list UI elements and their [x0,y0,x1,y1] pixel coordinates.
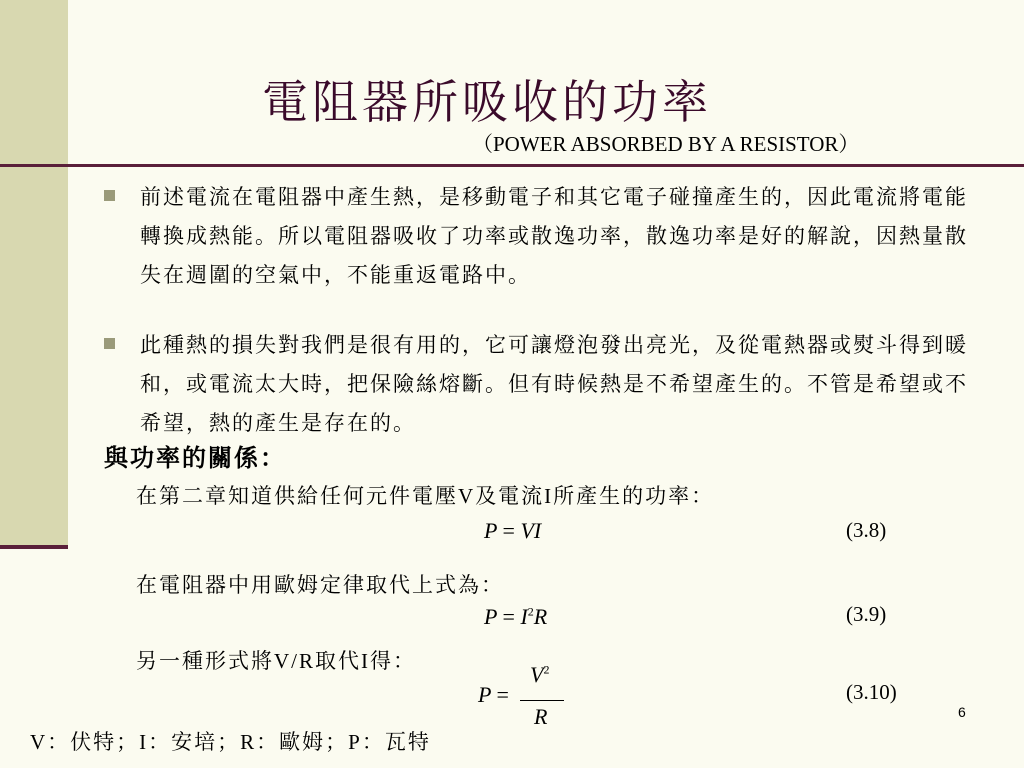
explanation-line: 在第二章知道供給任何元件電壓V及電流I所產生的功率： [136,484,715,508]
square-bullet-icon [104,338,115,349]
explanation-line: 另一種形式將V/R取代I得： [136,649,416,673]
fraction-bar [520,700,564,701]
equation-3-8 [484,518,541,544]
fraction [520,662,564,734]
square-bullet-icon [104,190,115,201]
eq-lhs: P [484,518,498,543]
units-legend: V：伏特；I：安培；R：歐姆；P：瓦特 [30,730,431,754]
eq-equals: = [502,604,515,629]
fraction-numerator [530,662,549,688]
fraction-denominator: R [534,704,548,729]
eq-exponent: 2 [527,604,534,619]
section-heading: 與功率的關係： [104,443,286,472]
sidebar-rule [0,545,68,549]
bullet-item [104,326,984,443]
eq-rhs-base: I [520,604,528,629]
eq-rhs-tail: R [533,604,548,629]
explanation-line: 在電阻器中用歐姆定律取代上式為： [136,573,504,597]
eq-equals: = [502,518,515,543]
bullet-text: 此種熱的損失對我們是很有用的，它可讓燈泡發出亮光，及從電熱器或熨斗得到暖和，或電流太大時，把保險絲熔斷。但有時候熱是不希望產生的。不管是希望或不希望，熱的產生是存在的。 [140,333,968,435]
equation-number: (3.8) [846,518,887,542]
title-rule [0,164,1024,167]
numerator-exponent: 2 [543,662,550,677]
eq-lhs: P [478,682,492,707]
page-number: 6 [958,704,966,720]
equation-number: (3.9) [846,602,887,626]
slide-title: 電阻器所吸收的功率 [262,75,712,129]
bullet-text: 前述電流在電阻器中產生熱，是移動電子和其它電子碰撞產生的，因此電流將電能轉換成熱能。所以電阻器吸收了功率或散逸功率，散逸功率是好的解說，因熱量散失在週圍的空氣中，不能重返電路中。 [140,185,968,287]
numerator-base: V [530,662,544,687]
sidebar-band [0,0,68,547]
eq-rhs: VI [520,518,542,543]
slide-subtitle: （POWER ABSORBED BY A RESISTOR） [472,132,860,156]
eq-lhs: P [484,604,498,629]
equation-3-9 [484,604,547,630]
eq-equals: = [496,682,509,707]
equation-3-10 [478,682,509,708]
equation-number: (3.10) [846,680,897,704]
bullet-item [104,178,984,295]
